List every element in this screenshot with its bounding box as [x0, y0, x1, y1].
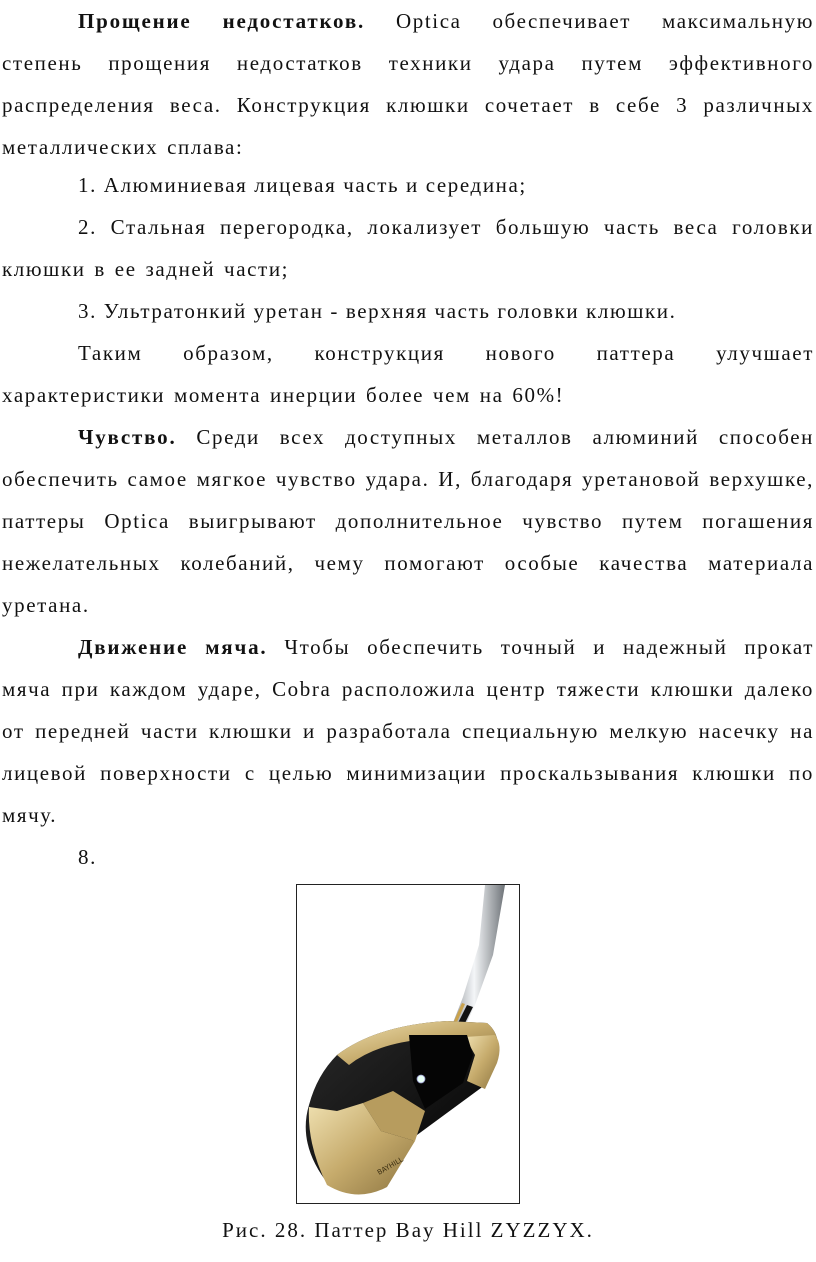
heading-forgiveness: Прощение недостатков. [78, 9, 366, 33]
text-feel: Среди всех доступных металлов алюминий способен обеспечить самое мягкое чувство удара. И, благодаря уретановой верхушке, паттеры Optica выигрывают дополнительное чувство путем погашения нежелательных колебаний, чему помогают особые качества материала уретана. [2, 425, 814, 617]
paragraph-forgiveness [2, 0, 814, 168]
list-item-3: 3. Ультратонкий уретан - верхняя часть головки клюшки. [78, 299, 677, 323]
heading-ball-motion: Движение мяча. [78, 635, 268, 659]
putter-figure [296, 884, 520, 1204]
putter-image [297, 885, 519, 1203]
putter-logo: BAYHILL [376, 1155, 405, 1177]
putter-shaft [449, 885, 505, 1035]
list-item-2: 2. Стальная перегородка, локализует большую часть веса головки клюшки в ее задней части; [2, 215, 814, 281]
heading-feel: Чувство. [78, 425, 177, 449]
text-ball-motion: Чтобы обеспечить точный и надежный прокат мяча при каждом ударе, Cobra расположила центр тяжести клюшки далеко от передней части клюшки и разработала специальную мелкую насечку на лицевой поверхности с целью минимизации проскальзывания клюшки по мячу. [2, 635, 814, 827]
list-item-8: 8. [78, 845, 97, 869]
paragraph-summary: Таким образом, конструкция нового паттера улучшает характеристики момента инерции более чем на 60%! [2, 341, 814, 407]
figure-caption: Рис. 28. Паттер Bay Hill ZYZZYX. [222, 1218, 594, 1242]
list-item-1: 1. Алюминиевая лицевая часть и середина; [78, 173, 527, 197]
text-forgiveness: Optica обеспечивает максимальную степень прощения недостатков техники удара путем эффективного распределения веса. Конструкция клюшки сочетает в себе 3 различных металлических сплава: [2, 9, 814, 159]
paragraph-feel [2, 416, 814, 626]
paragraph-ball-motion [2, 626, 814, 836]
